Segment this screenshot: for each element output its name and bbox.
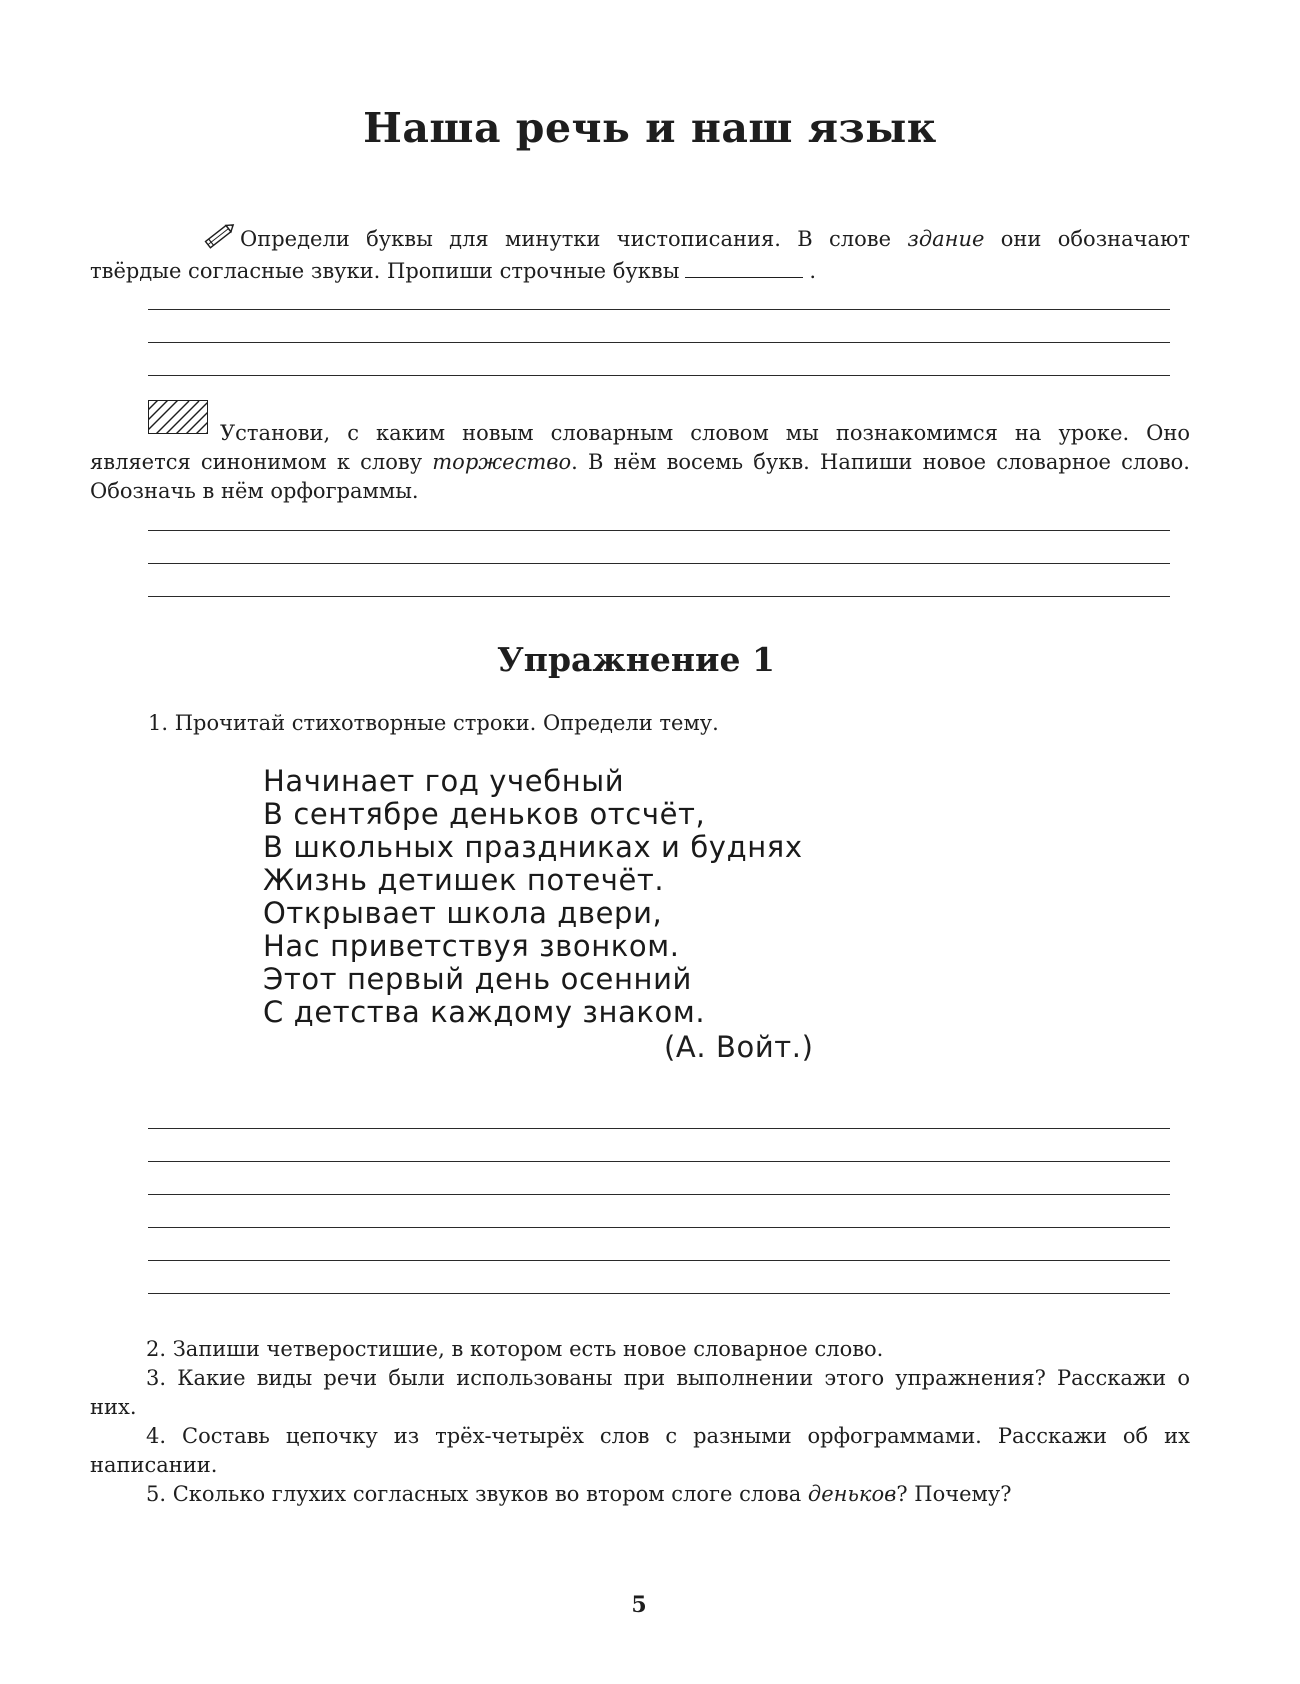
- writing-line[interactable]: [148, 563, 1170, 564]
- task-4: 4. Составь цепочку из трёх-четырёх слов с разными орфограммами. Расскажи об их написании.: [90, 1424, 1190, 1477]
- poem-line: С детства каждому знаком.: [263, 995, 706, 1029]
- writing-line[interactable]: [148, 342, 1170, 343]
- page-title: Наша речь и наш язык: [363, 104, 937, 152]
- task-3: 3. Какие виды речи были использованы при выполнении этого упражнения? Расскажи о них.: [90, 1366, 1190, 1419]
- poem-line: Нас приветствуя звонком.: [263, 929, 680, 963]
- exercise-title: Упражнение 1: [497, 640, 775, 679]
- calligraphy-task: Определи буквы для минутки чистописания. В слове здание они обозначают твёрдые согласные звуки. Пропиши строчные буквы .: [90, 223, 1190, 286]
- pencil-icon: [146, 223, 236, 257]
- page-number: 5: [631, 1592, 647, 1618]
- task-1: 1. Прочитай стихотворные строки. Определи тему.: [148, 711, 719, 735]
- poem-line: Открывает школа двери,: [263, 896, 663, 930]
- task-2: 2. Запиши четверостишие, в котором есть новое словарное слово.: [146, 1337, 884, 1361]
- writing-line[interactable]: [148, 1128, 1170, 1129]
- writing-line[interactable]: [148, 1194, 1170, 1195]
- poem-author: (А. Войт.): [664, 1030, 814, 1064]
- writing-line[interactable]: [148, 309, 1170, 310]
- writing-line[interactable]: [148, 596, 1170, 597]
- poem-line: В сентябре деньков отсчёт,: [263, 797, 706, 831]
- writing-line[interactable]: [148, 375, 1170, 376]
- poem: [263, 765, 803, 1029]
- writing-line[interactable]: [148, 1161, 1170, 1162]
- writing-line[interactable]: [148, 1260, 1170, 1261]
- answer-blank[interactable]: [685, 259, 803, 278]
- example-word: деньков: [807, 1482, 897, 1506]
- writing-line[interactable]: [148, 1227, 1170, 1228]
- example-word: торжество: [432, 450, 572, 474]
- task-5: 5. Сколько глухих согласных звуков во втором слоге слова деньков? Почему?: [146, 1482, 1012, 1506]
- example-word: здание: [907, 227, 985, 251]
- poem-line: Этот первый день осенний: [263, 962, 692, 996]
- poem-line: В школьных праздниках и буднях: [263, 830, 803, 864]
- writing-line[interactable]: [148, 530, 1170, 531]
- dictionary-task: Установи, с каким новым словарным словом мы познакомимся на уроке. Оно является синонимом к слову торжество. В нём восемь букв. Напиши новое словарное слово. Обозначь в нём орфограммы.: [90, 421, 1190, 503]
- poem-line: Жизнь детишек потечёт.: [263, 863, 665, 897]
- task-list: [90, 1335, 1190, 1509]
- writing-line[interactable]: [148, 1293, 1170, 1294]
- poem-line: Начинает год учебный: [263, 764, 625, 798]
